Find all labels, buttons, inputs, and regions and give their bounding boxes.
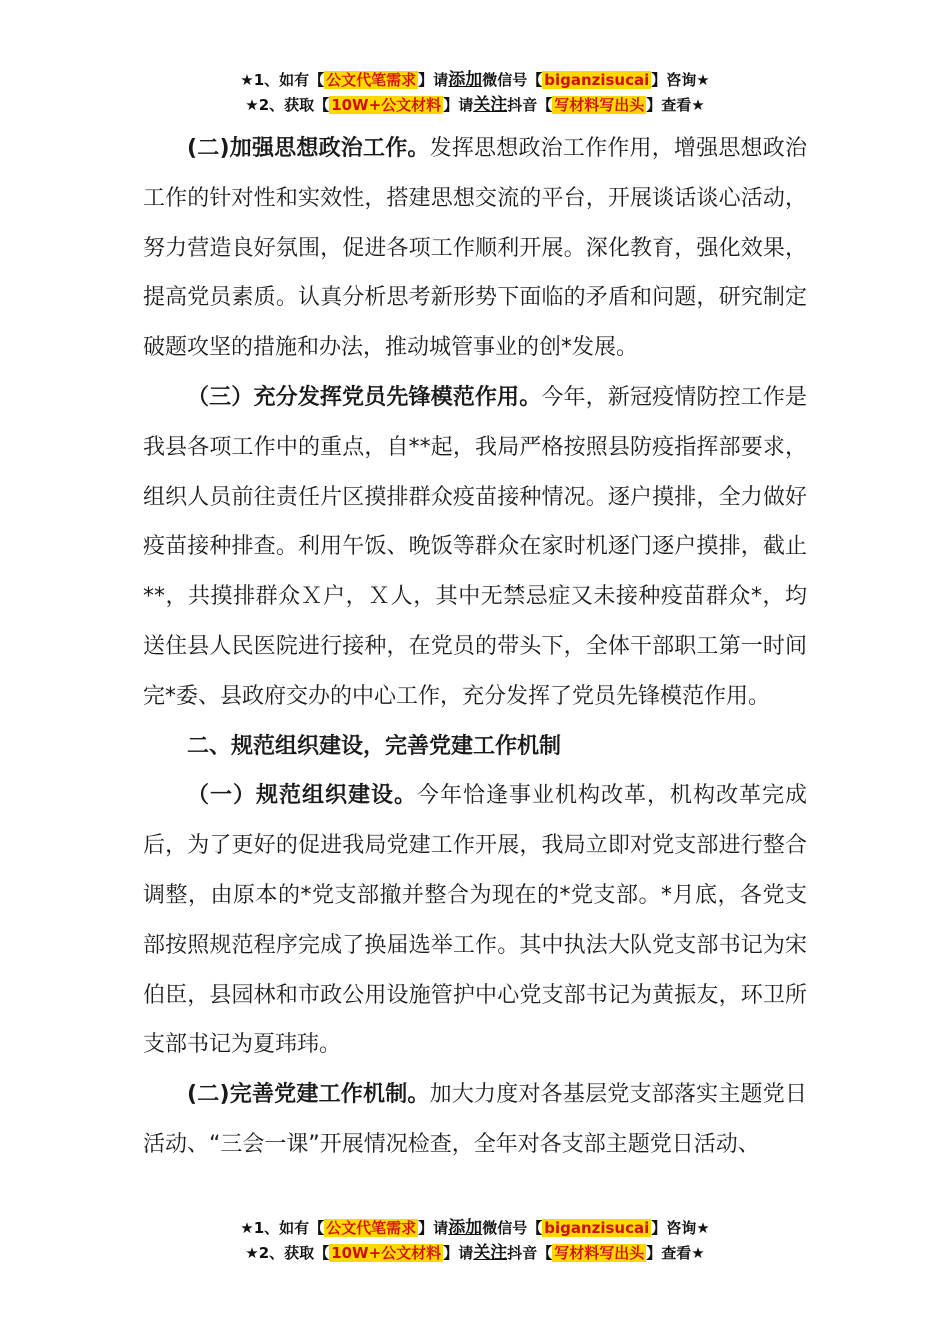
highlight-wechat-id: biganzisucai [544, 71, 650, 89]
paragraph-party-vanguard [143, 373, 807, 722]
banner-text: 】查看★ [646, 96, 705, 114]
highlight-materials: 10W+公文材料 [331, 96, 442, 114]
paragraph-text: 发挥思想政治工作作用，增强思想政治工作的针对性和实效性，搭建思想交流的平台，开展谈话谈心活动，努力营造良好氛围，促进各项工作顺利开展。深化教育，强化效果，提高党员素质。认真分析思考新形势下面临的矛盾和问题，研究制定破题攻坚的措施和办法，推动城管事业的创*发展。 [143, 136, 807, 361]
banner-text: 】请 [418, 1219, 449, 1237]
paragraph-lead: （三）充分发挥党员先锋模范作用。 [187, 384, 542, 410]
document-body [143, 124, 807, 1170]
banner-text: 微信号【 [482, 71, 543, 89]
highlight-wechat-id: biganzisucai [544, 1219, 650, 1237]
bottom-banner [0, 1216, 950, 1266]
banner-line-2 [0, 93, 950, 118]
paragraph-text: 今年，新冠疫情防控工作是我县各项工作中的重点，自**起，我局严格按照县防疫指挥部要求，组织人员前往责任片区摸排群众疫苗接种情况。逐户摸排，全力做好疫苗接种排查。利用午饭、晚饭等群众在家时机逐门逐户摸排，截止**，共摸排群众Ｘ户，Ｘ人，其中无禁忌症又未接种疫苗群众*，均送住县人民医院进行接种，在党员的带头下，全体干部职工第一时间完*委、县政府交办的中心工作，充分发挥了党员先锋模范作用。 [143, 384, 807, 709]
highlight-service: 公文代笔需求 [326, 71, 417, 89]
banner-text: 微信号【 [482, 1219, 543, 1237]
paragraph-mechanism [143, 1070, 807, 1170]
banner-text: 】请 [443, 96, 474, 114]
highlight-materials: 10W+公文材料 [331, 1244, 442, 1262]
banner-text: 抖音【 [507, 1244, 553, 1262]
banner-text: ★2、获取【 [245, 96, 330, 114]
banner-text: 】咨询★ [651, 71, 710, 89]
banner-text: ★1、如有【 [240, 71, 325, 89]
banner-line-1 [0, 1216, 950, 1241]
paragraph-text: 加大力度对各基层党支部落实主题党日活动、“三会一课”开展情况检查，全年对各支部主题党日活动、 [143, 1082, 807, 1157]
highlight-douyin: 写材料写出头 [554, 96, 645, 114]
banner-emphasis: 关注 [473, 95, 508, 115]
banner-emphasis: 添加 [448, 70, 483, 90]
banner-text: 】查看★ [646, 1244, 705, 1262]
banner-text: 抖音【 [507, 96, 553, 114]
highlight-douyin: 写材料写出头 [554, 1244, 645, 1262]
banner-text: 】咨询★ [651, 1219, 710, 1237]
paragraph-lead: （一）规范组织建设。 [187, 783, 417, 809]
banner-line-2 [0, 1241, 950, 1266]
paragraph-text: 今年恰逢事业机构改革，机构改革完成后，为了更好的促进我局党建工作开展，我局立即对党支部进行整合调整，由原本的*党支部撤并整合为现在的*党支部。*月底，各党支部按照规范程序完成了换届选举工作。其中执法大队党支部书记为宋伯臣，县园林和市政公用设施管护中心党支部书记为黄振友，环卫所支部书记为夏玮玮。 [143, 783, 807, 1058]
banner-emphasis: 关注 [473, 1243, 508, 1263]
paragraph-ideological-work [143, 124, 807, 373]
highlight-service: 公文代笔需求 [326, 1219, 417, 1237]
banner-text: 】请 [418, 71, 449, 89]
paragraph-lead: (二)加强思想政治工作。 [187, 136, 430, 161]
banner-text: ★2、获取【 [245, 1244, 330, 1262]
banner-line-1 [0, 68, 950, 93]
top-banner [0, 68, 950, 118]
banner-emphasis: 添加 [448, 1218, 483, 1238]
paragraph-lead: (二)完善党建工作机制。 [187, 1082, 430, 1108]
banner-text: ★1、如有【 [240, 1219, 325, 1237]
section-heading: 二、规范组织建设，完善党建工作机制 [187, 733, 562, 759]
paragraph-organization [143, 771, 807, 1070]
banner-text: 】请 [443, 1244, 474, 1262]
